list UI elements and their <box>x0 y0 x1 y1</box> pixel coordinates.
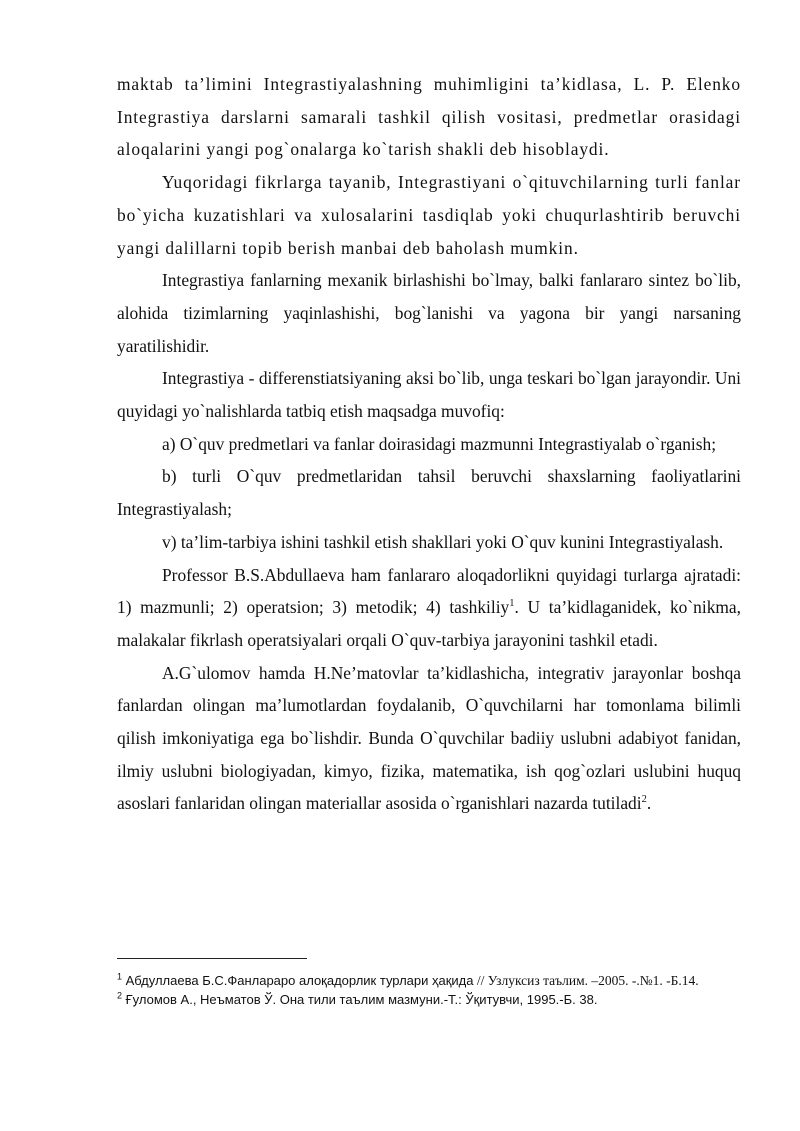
paragraph <box>117 657 741 821</box>
footnote-ref[interactable]: 1 <box>509 598 515 610</box>
paragraph <box>117 559 741 657</box>
footnotes <box>117 958 747 1009</box>
footnote-item <box>117 971 747 990</box>
document-body <box>117 68 741 820</box>
footnote-number: 2 <box>117 990 123 1001</box>
footnote-text: Ғуломов А., Неъматов Ў. Она тили таълим мазмуни.-Т.: Ўқитувчи, 1995.-Б. 38. <box>125 992 598 1007</box>
footnote-source: // Узлуксиз таълим. –2005. -.№1. -Б.14. <box>473 973 699 988</box>
paragraph-text: Professor B.S.Abdullaeva ham fanlararo aloqadorlikni quyidagi turlarga ajratadi: 1) mazmunli; 2) operatsion; 3) metodik; 4) tashkiliy <box>117 564 741 618</box>
paragraph: Yuqoridagi fikrlarga tayanib, Integrastiyani o`qituvchilarning turli fanlar bo`yicha kuzatishlari va xulosalarini tasdiqlab yoki chuqurlashtirib beruvchi yangi dalillarni topib berish manbai deb baholash mumkin. <box>117 172 741 258</box>
list-item: a) O`quv predmetlari va fanlar doirasidagi mazmunni Integrastiyalab o`rganish; <box>162 433 717 454</box>
list-item: b) turli O`quv predmetlaridan tahsil beruvchi shaxslarning faoliyatlarini Integrastiyalash; <box>117 466 741 520</box>
footnote-divider <box>117 958 307 959</box>
footnote-number: 1 <box>117 971 123 982</box>
footnote-ref[interactable]: 2 <box>641 794 647 806</box>
footnote-item <box>117 990 747 1009</box>
paragraph: Integrastiya fanlarning mexanik birlashishi bo`lmay, balki fanlararo sintez bo`lib, alohida tizimlarning yaqinlashishi, bog`lanishi va yagona bir yangi narsaning yaratilishidir. <box>117 270 741 356</box>
paragraph: Integrastiya - differenstiatsiyaning aksi bo`lib, unga teskari bo`lgan jarayondir. Uni quyidagi yo`nalishlarda tatbiq etish maqsadga muvofiq: <box>117 368 741 422</box>
footnote-text: Абдуллаева Б.С.Фанлараро алоқадорлик турлари ҳақида <box>125 973 474 988</box>
paragraph-text: A.G`ulomov hamda H.Ne’matovlar ta’kidlashicha, integrativ jarayonlar boshqa fanlardan olingan ma’lumotlardan foydalanib, O`quvchilarni har tomonlama bilimli qilish imkoniyatiga ega bo`lishdir. Bunda O`quvchilar badiiy uslubni adabiyot fanidan, ilmiy uslubni biologiyadan, kimyo, fizika, matematika, ish qog`ozlari uslubini huquq asoslari fanlaridan olingan materiallar asosida o`rganishlari nazarda tutiladi <box>117 662 741 814</box>
list-item: v) ta’lim-tarbiya ishini tashkil etish shakllari yoki O`quv kunini Integrastiyalash. <box>162 531 724 552</box>
paragraph: maktab ta’limini Integrastiyalashning muhimligini ta’kidlasa, L. P. Elenko Integrastiya darslarni samarali tashkil qilish vositasi, predmetlar orasidagi aloqalarini yangi pog`onalarga ko`tarish shakli deb hisoblaydi. <box>117 74 741 160</box>
paragraph-text: . <box>646 793 652 814</box>
paragraph-text: . U ta’kidlaganidek, ko`nikma, malakalar fikrlash operatsiyalari orqali O`quv-tarbiya jarayonini tashkil etadi. <box>117 597 741 650</box>
